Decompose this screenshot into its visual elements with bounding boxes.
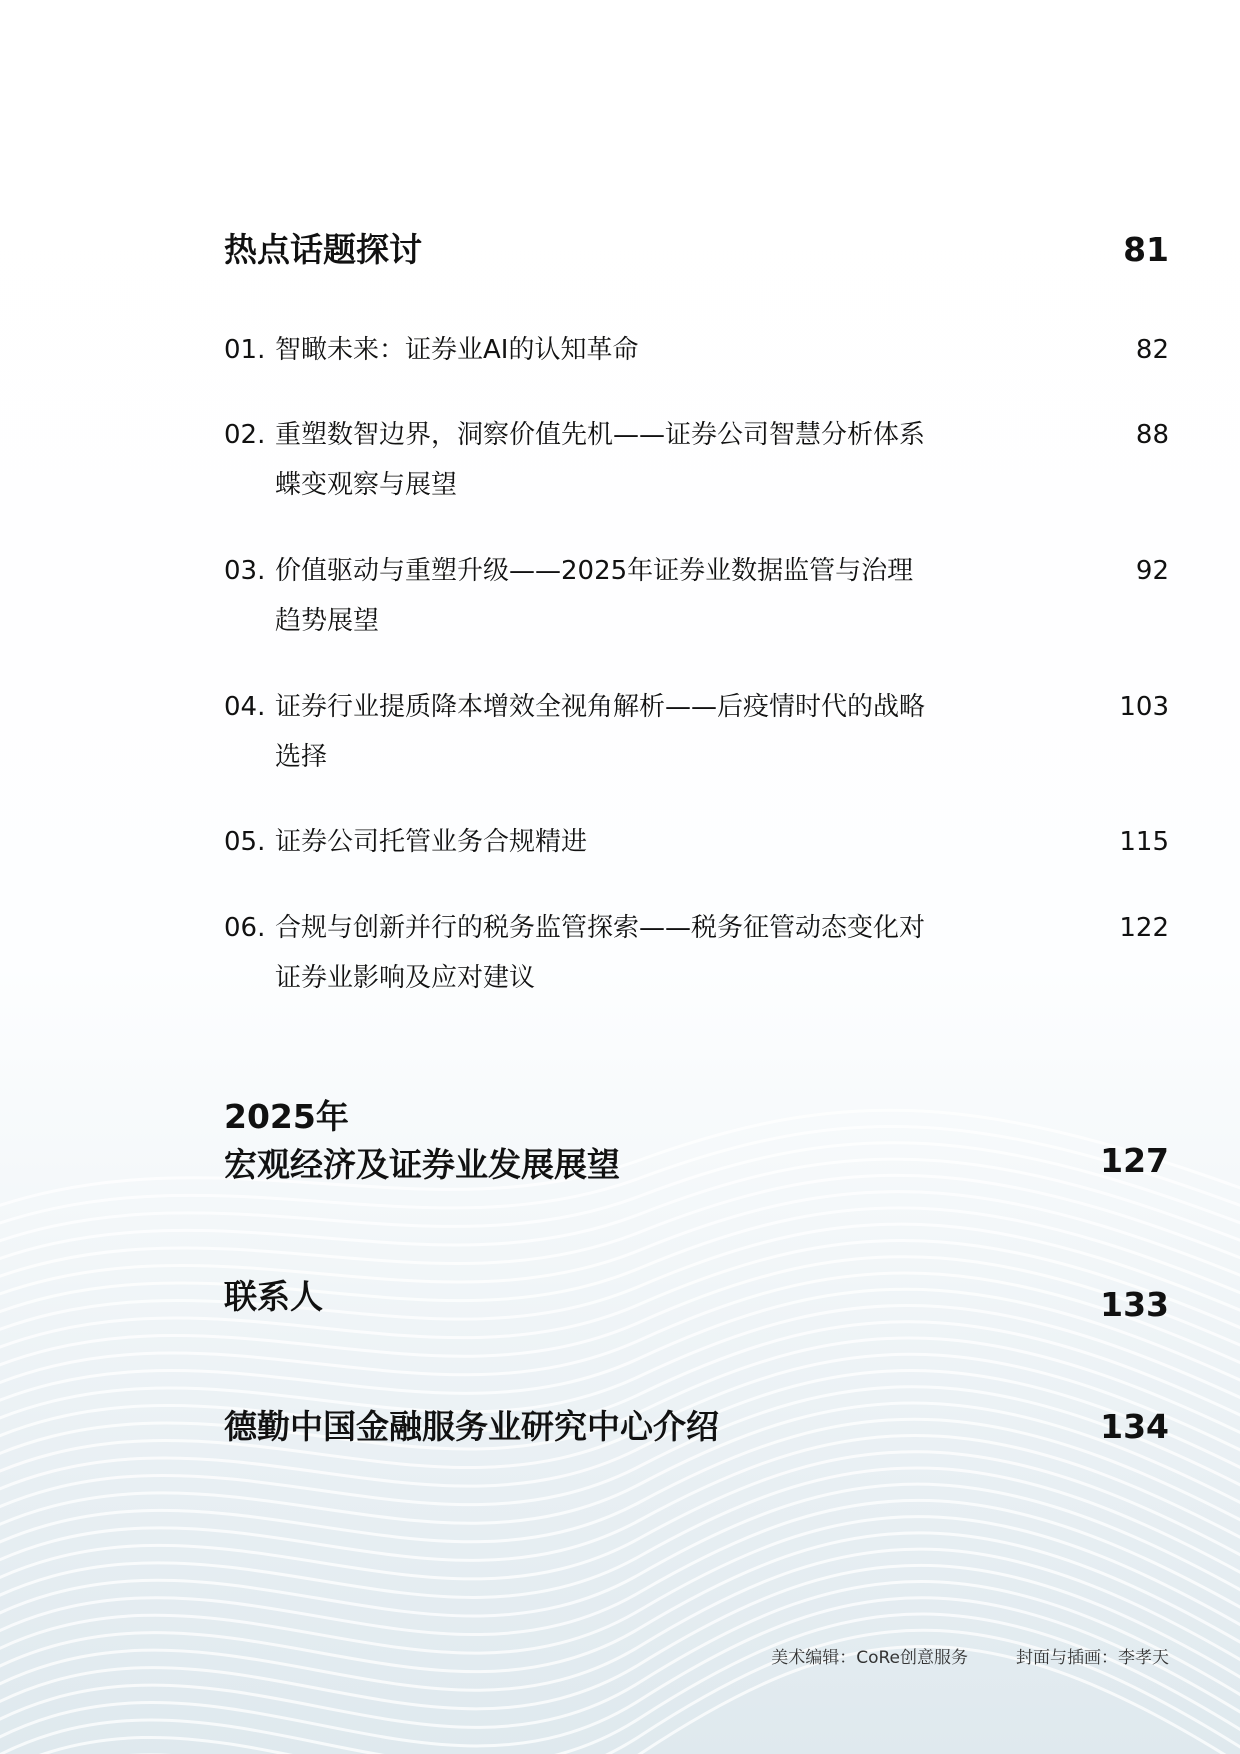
toc-item-title-line: 合规与创新并行的税务监管探索——税务征管动态变化对 — [275, 913, 926, 943]
toc-item-number: 01. — [224, 335, 266, 365]
toc-item-page-number: 115 — [1119, 827, 1169, 857]
toc-item-title-line: 证券公司托管业务合规精进 — [275, 827, 588, 857]
section-page-number: 133 — [1100, 1285, 1169, 1324]
toc-item-page-number: 122 — [1119, 913, 1169, 943]
toc-item-title — [275, 682, 1235, 782]
toc-item-title — [275, 817, 1235, 867]
toc-item-number: 03. — [224, 556, 266, 586]
toc-item-number: 02. — [224, 420, 266, 450]
toc-item-title-line: 价值驱动与重塑升级——2025年证券业数据监管与治理 — [275, 556, 914, 586]
toc-item-04[interactable] — [224, 682, 1169, 782]
toc-item-title-line: 选择 — [275, 742, 328, 772]
toc-section-center-intro[interactable] — [224, 1403, 1169, 1451]
toc-item-page-number: 82 — [1135, 335, 1169, 365]
toc-item-title-line: 智瞰未来：证券业AI的认知革命 — [275, 335, 639, 365]
toc-item-02[interactable] — [224, 410, 1169, 510]
section-page-number: 81 — [1123, 230, 1169, 269]
toc-item-title — [275, 325, 1235, 375]
toc-section-outlook[interactable] — [224, 1093, 1169, 1189]
section-title: 热点话题探讨 — [224, 230, 422, 269]
section-title: 德勤中国金融服务业研究中心介绍 — [224, 1407, 719, 1446]
toc-section-hot-topics[interactable] — [224, 226, 1169, 274]
toc-section-contacts[interactable] — [224, 1273, 1169, 1324]
toc-item-title — [275, 546, 1235, 646]
toc-item-number: 05. — [224, 827, 266, 857]
toc-item-title — [275, 903, 1235, 1003]
toc-item-number: 04. — [224, 692, 266, 722]
section-page-number: 134 — [1100, 1407, 1169, 1446]
toc-item-page-number: 92 — [1135, 556, 1169, 586]
art-editor-credit: 美术编辑：CoRe创意服务 — [771, 1648, 968, 1668]
toc-item-title-line: 证券业影响及应对建议 — [275, 963, 536, 993]
toc-item-title-line: 趋势展望 — [275, 606, 380, 636]
toc-item-01[interactable] — [224, 325, 1169, 375]
section-title-line: 宏观经济及证券业发展展望 — [224, 1145, 620, 1184]
toc-item-05[interactable] — [224, 817, 1169, 867]
section-title-line: 2025年 — [224, 1097, 349, 1136]
toc-item-page-number: 88 — [1135, 420, 1169, 450]
toc-item-03[interactable] — [224, 546, 1169, 646]
toc-item-title-line: 证券行业提质降本增效全视角解析——后疫情时代的战略 — [275, 692, 926, 722]
section-title: 联系人 — [224, 1277, 323, 1316]
section-page-number: 127 — [1100, 1141, 1169, 1180]
toc-item-page-number: 103 — [1119, 692, 1169, 722]
toc-item-06[interactable] — [224, 903, 1169, 1003]
credits — [771, 1643, 1169, 1668]
toc-item-title-line: 重塑数智边界，洞察价值先机——证券公司智慧分析体系 — [275, 420, 926, 450]
toc-item-number: 06. — [224, 913, 266, 943]
toc-item-title-line: 蝶变观察与展望 — [275, 470, 458, 500]
cover-illustration-credit: 封面与插画：李孝天 — [1016, 1648, 1169, 1668]
toc-item-title — [275, 410, 1235, 510]
